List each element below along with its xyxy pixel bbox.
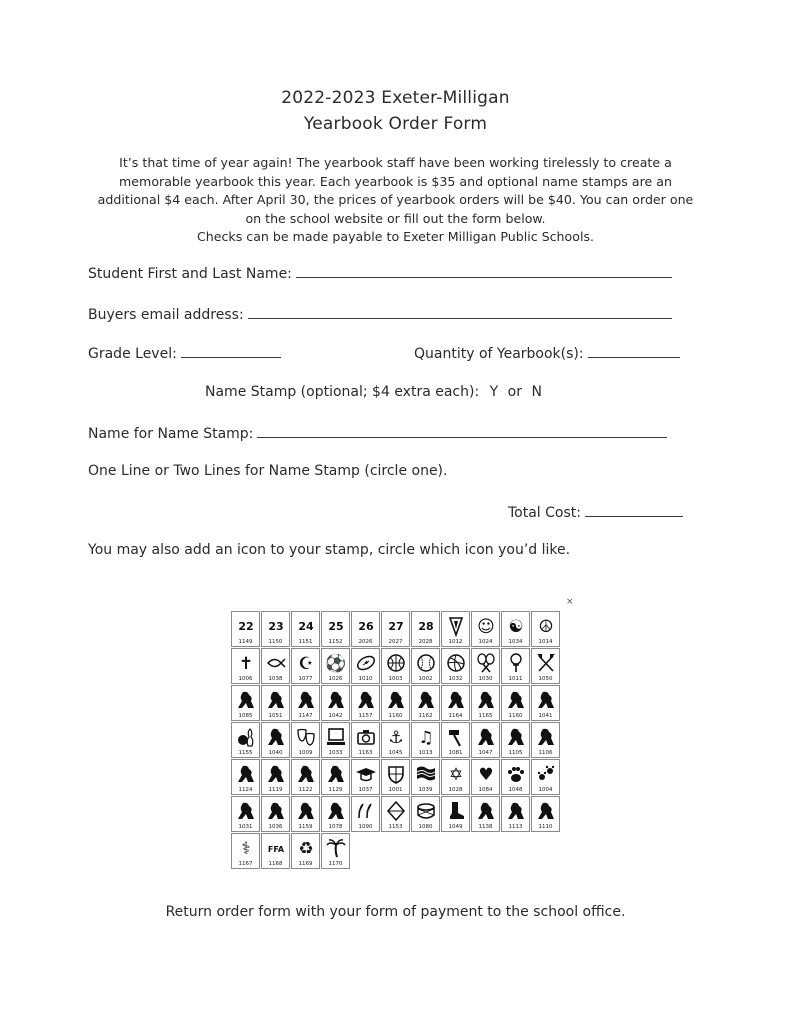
- icon-code: 1110: [538, 824, 553, 830]
- eagle-head-icon: [325, 763, 347, 785]
- icon-code: 1105: [508, 750, 523, 756]
- icon-cell-1138[interactable]: [471, 796, 500, 832]
- icon-cell-1028[interactable]: [441, 759, 470, 795]
- crest-shield-icon: [385, 763, 407, 785]
- icon-cell-1030[interactable]: [471, 648, 500, 684]
- icon-cell-1049[interactable]: [441, 796, 470, 832]
- bulldog-icon: [235, 763, 257, 785]
- icon-code: 1039: [418, 787, 433, 793]
- icon-cell-1038[interactable]: [261, 648, 290, 684]
- camera-icon: [355, 726, 377, 748]
- year-25-icon: [325, 615, 347, 637]
- icon-code: 1050: [538, 676, 553, 682]
- svg-text:☪: ☪: [298, 654, 314, 674]
- icon-code: 1032: [448, 676, 463, 682]
- icon-cell-1047[interactable]: [471, 722, 500, 758]
- email-field[interactable]: [248, 305, 672, 319]
- icon-cell-1164[interactable]: [441, 685, 470, 721]
- icon-code: 1164: [448, 713, 463, 719]
- pitcher-icon: [415, 689, 437, 711]
- heart-icon: [475, 763, 497, 785]
- icon-cell-1003[interactable]: [381, 648, 410, 684]
- pennant-shield-icon: [445, 615, 467, 637]
- student-name-field[interactable]: [296, 264, 672, 278]
- svg-text:26: 26: [358, 620, 374, 633]
- icon-cell-1031[interactable]: [231, 796, 260, 832]
- icon-code: 1160: [508, 713, 523, 719]
- icon-code: 1048: [508, 787, 523, 793]
- grade-row: [88, 344, 281, 362]
- svg-text:☺: ☺: [477, 617, 495, 637]
- icon-code: 1013: [418, 750, 433, 756]
- icon-grid: [231, 611, 560, 867]
- smiley-icon: [475, 615, 497, 637]
- icon-code: 1080: [418, 824, 433, 830]
- icon-cell-1119[interactable]: [261, 759, 290, 795]
- icon-code: 1040: [268, 750, 283, 756]
- gymnast-icon: [505, 689, 527, 711]
- grade-field[interactable]: [181, 344, 281, 358]
- icon-cell-1113[interactable]: [501, 796, 530, 832]
- skate-icon: [535, 689, 557, 711]
- icon-instruction: You may also add an icon to your stamp, circle which icon you’d like.: [88, 542, 571, 558]
- quantity-row: [414, 344, 680, 362]
- recycle-icon: [295, 837, 317, 859]
- svg-text:☮: ☮: [538, 617, 554, 637]
- icon-code: 1045: [388, 750, 403, 756]
- icon-code: 1163: [358, 750, 373, 756]
- student-name-row: [88, 264, 672, 282]
- intro-line: memorable yearbook this year. Each yearbook is $35 and optional name stamps are an: [119, 173, 672, 189]
- icon-code: 1150: [268, 639, 283, 645]
- svg-text:♫: ♫: [418, 728, 434, 748]
- icon-code: 1042: [328, 713, 343, 719]
- stamp-name-label: Name for Name Stamp:: [88, 426, 254, 442]
- icon-code: 1038: [268, 676, 283, 682]
- icon-cell-2027[interactable]: [381, 611, 410, 647]
- icon-cell-1153[interactable]: [381, 796, 410, 832]
- icon-code: 1049: [448, 824, 463, 830]
- dragon-icon: [475, 800, 497, 822]
- icon-cell-1152[interactable]: [321, 611, 350, 647]
- icon-cell-1041[interactable]: [531, 685, 560, 721]
- icon-code: 1090: [358, 824, 373, 830]
- icon-cell-2028[interactable]: [411, 611, 440, 647]
- icon-code: 1036: [268, 824, 283, 830]
- icon-cell-1048[interactable]: [501, 759, 530, 795]
- icon-code: 1011: [508, 676, 523, 682]
- skier-icon: [445, 689, 467, 711]
- icon-cell-1151[interactable]: [291, 611, 320, 647]
- ballet-shoes-icon: [355, 800, 377, 822]
- star-of-david-icon: [445, 763, 467, 785]
- icon-cell-1014[interactable]: [531, 611, 560, 647]
- icon-code: 1024: [478, 639, 493, 645]
- peace-icon: [535, 615, 557, 637]
- icon-cell-1026[interactable]: [321, 648, 350, 684]
- golf-ball-tee-icon: [505, 652, 527, 674]
- grade-label: Grade Level:: [88, 346, 177, 362]
- icon-code: 1003: [388, 676, 403, 682]
- icon-code: 1170: [328, 861, 343, 867]
- icon-cell-1011[interactable]: [501, 648, 530, 684]
- icon-code: 1009: [298, 750, 313, 756]
- svg-text:♥: ♥: [478, 765, 494, 785]
- icon-code: 1151: [298, 639, 313, 645]
- year-22-icon: [235, 615, 257, 637]
- intro-paragraph: [80, 154, 711, 247]
- icon-cell-1170[interactable]: [321, 833, 350, 869]
- lacrosse-sticks-icon: [535, 652, 557, 674]
- icon-cell-1160[interactable]: [381, 685, 410, 721]
- icon-cell-1034[interactable]: [501, 611, 530, 647]
- icon-cell-1042[interactable]: [321, 685, 350, 721]
- yes-option[interactable]: Y: [489, 384, 499, 400]
- total-label: Total Cost:: [508, 505, 581, 521]
- svg-text:☯: ☯: [508, 617, 524, 637]
- icon-cell-1090[interactable]: [351, 796, 380, 832]
- icon-cell-1033[interactable]: [321, 722, 350, 758]
- icon-code: 1001: [388, 787, 403, 793]
- soccer-ball-icon: [325, 652, 347, 674]
- quantity-label: Quantity of Yearbook(s):: [414, 346, 584, 362]
- icon-code: 1033: [328, 750, 343, 756]
- icon-cell-1009[interactable]: [291, 722, 320, 758]
- icon-code: 1106: [538, 750, 553, 756]
- icon-code: 1028: [448, 787, 463, 793]
- icon-cell-1159[interactable]: [291, 796, 320, 832]
- cowboy-bronc-icon: [325, 800, 347, 822]
- ffa-emblem-icon: [265, 837, 287, 859]
- icon-cell-1078[interactable]: [321, 796, 350, 832]
- stamp-name-row: [88, 424, 667, 442]
- quantity-field[interactable]: [588, 344, 680, 358]
- icon-code: 1113: [508, 824, 523, 830]
- svg-text:25: 25: [328, 620, 344, 633]
- icon-code: 1047: [478, 750, 493, 756]
- icon-cell-1001[interactable]: [381, 759, 410, 795]
- icon-cell-1124[interactable]: [231, 759, 260, 795]
- icon-cell-1157[interactable]: [351, 685, 380, 721]
- icon-code: 1026: [328, 676, 343, 682]
- email-label: Buyers email address:: [88, 307, 244, 323]
- icon-cell-1129[interactable]: [321, 759, 350, 795]
- icon-code: 1162: [418, 713, 433, 719]
- svg-text:✡: ✡: [448, 765, 464, 785]
- icon-code: 2027: [388, 639, 403, 645]
- icon-cell-1045[interactable]: [381, 722, 410, 758]
- winged-foot-icon: [235, 800, 257, 822]
- icon-code: 1051: [268, 713, 283, 719]
- svg-text:FFA: FFA: [267, 845, 285, 854]
- icon-cell-1004[interactable]: [531, 759, 560, 795]
- icon-cell-1039[interactable]: [411, 759, 440, 795]
- icon-cell-1122[interactable]: [291, 759, 320, 795]
- wolf-face-icon: [265, 763, 287, 785]
- icon-code: 1129: [328, 787, 343, 793]
- name-stamp-row: [205, 384, 542, 400]
- paw-print-icon: [505, 763, 527, 785]
- icon-code: 1037: [358, 787, 373, 793]
- icon-code: 1160: [388, 713, 403, 719]
- intro-line: additional $4 each. After April 30, the prices of yearbook orders will be $40. You can order one: [97, 192, 694, 208]
- svg-text:23: 23: [268, 620, 284, 633]
- flag-icon: [415, 763, 437, 785]
- icon-code: 1155: [238, 750, 253, 756]
- icon-cell-1169[interactable]: [291, 833, 320, 869]
- icon-cell-1163[interactable]: [351, 722, 380, 758]
- icon-code: 1124: [238, 787, 253, 793]
- icon-code: 1006: [238, 676, 253, 682]
- computer-icon: [325, 726, 347, 748]
- page-title-line-2: Yearbook Order Form: [303, 114, 488, 134]
- icon-cell-1012[interactable]: [441, 611, 470, 647]
- icon-cell-1162[interactable]: [411, 685, 440, 721]
- icon-cell-1085[interactable]: [231, 685, 260, 721]
- icon-code: 1014: [538, 639, 553, 645]
- icon-cell-1051[interactable]: [261, 685, 290, 721]
- no-option[interactable]: N: [531, 384, 542, 400]
- equestrian-jumper-icon: [295, 800, 317, 822]
- icon-code: 1084: [478, 787, 493, 793]
- crescent-star-icon: [295, 652, 317, 674]
- wrestlers-icon: [265, 689, 287, 711]
- drama-masks-icon: [295, 726, 317, 748]
- icon-code: 1077: [298, 676, 313, 682]
- svg-text:⚓: ⚓: [388, 728, 404, 748]
- tennis-rackets-icon: [475, 652, 497, 674]
- fish-bones-icon: [265, 800, 287, 822]
- total-row: [508, 503, 683, 521]
- intro-line: Checks can be made payable to Exeter Milligan Public Schools.: [196, 229, 595, 245]
- svg-text:22: 22: [238, 620, 254, 633]
- icon-code: 1034: [508, 639, 523, 645]
- icon-code: 1168: [268, 861, 283, 867]
- hockey-skater-icon: [295, 689, 317, 711]
- horse-rearing-icon: [505, 726, 527, 748]
- diamond-compass-icon: [385, 800, 407, 822]
- icon-code: 1122: [298, 787, 313, 793]
- icon-cell-2026[interactable]: [351, 611, 380, 647]
- icon-code: 2026: [358, 639, 373, 645]
- icon-cell-1110[interactable]: [531, 796, 560, 832]
- icon-code: 1002: [418, 676, 433, 682]
- icon-cell-1160[interactable]: [501, 685, 530, 721]
- icon-code: 1030: [478, 676, 493, 682]
- svg-text:27: 27: [388, 620, 404, 633]
- icon-cell-1165[interactable]: [471, 685, 500, 721]
- icon-code: 1167: [238, 861, 253, 867]
- hockey-player-icon: [235, 689, 257, 711]
- icon-code: 1119: [268, 787, 283, 793]
- swimmer-icon: [325, 689, 347, 711]
- icon-cell-1168[interactable]: [261, 833, 290, 869]
- tiger-face-icon: [535, 726, 557, 748]
- page-title-line-1: 2022-2023 Exeter-Milligan: [281, 88, 510, 108]
- year-28-icon: [415, 615, 437, 637]
- icon-cell-1050[interactable]: [531, 648, 560, 684]
- svg-text:28: 28: [418, 620, 434, 633]
- icon-cell-1106[interactable]: [531, 722, 560, 758]
- icon-code: 1012: [448, 639, 463, 645]
- icon-cell-1084[interactable]: [471, 759, 500, 795]
- icon-code: 1153: [388, 824, 403, 830]
- icon-code: 1138: [478, 824, 493, 830]
- baseball-icon: [415, 652, 437, 674]
- icon-cell-1006[interactable]: [231, 648, 260, 684]
- caduceus-icon: [235, 837, 257, 859]
- svg-text:✝: ✝: [238, 654, 254, 674]
- icon-code: 1169: [298, 861, 313, 867]
- icon-code: 1031: [238, 824, 253, 830]
- lion-head-icon: [295, 763, 317, 785]
- icon-code: 1004: [538, 787, 553, 793]
- name-stamp-label: Name Stamp (optional; $4 extra each):: [205, 384, 480, 400]
- volleyball-icon: [445, 652, 467, 674]
- hawk-icon: [505, 800, 527, 822]
- yin-yang-icon: [505, 615, 527, 637]
- icon-code: 1078: [328, 824, 343, 830]
- music-note-icon: [415, 726, 437, 748]
- bowling-icon: [235, 726, 257, 748]
- drum-icon: [415, 800, 437, 822]
- football-icon: [355, 652, 377, 674]
- icon-cell-1147[interactable]: [291, 685, 320, 721]
- icon-code: 1149: [238, 639, 253, 645]
- icon-cell-1155[interactable]: [231, 722, 260, 758]
- icon-cell-1024[interactable]: [471, 611, 500, 647]
- cross-icon: [235, 652, 257, 674]
- icon-cell-1167[interactable]: [231, 833, 260, 869]
- stamp-name-field[interactable]: [257, 424, 667, 438]
- icon-code: 1159: [298, 824, 313, 830]
- icon-cell-1036[interactable]: [261, 796, 290, 832]
- or-text: or: [507, 384, 522, 400]
- total-field[interactable]: [585, 503, 683, 517]
- dolphin-icon: [475, 726, 497, 748]
- icon-cell-1080[interactable]: [411, 796, 440, 832]
- icon-cell-1037[interactable]: [351, 759, 380, 795]
- icon-code: 1147: [298, 713, 313, 719]
- year-24-icon: [295, 615, 317, 637]
- icon-cell-1013[interactable]: [411, 722, 440, 758]
- pawprints-icon: [535, 763, 557, 785]
- icon-cell-1105[interactable]: [501, 722, 530, 758]
- lines-instruction: One Line or Two Lines for Name Stamp (circle one).: [88, 463, 448, 479]
- icon-code: 1085: [238, 713, 253, 719]
- footer-instruction: Return order form with your form of payment to the school office.: [165, 904, 626, 920]
- icon-code: 1041: [538, 713, 553, 719]
- snowboarder-icon: [475, 689, 497, 711]
- icon-cell-1149[interactable]: [231, 611, 260, 647]
- icon-cell-1081[interactable]: [441, 722, 470, 758]
- year-26-icon: [355, 615, 377, 637]
- hammer-icon: [445, 726, 467, 748]
- icon-cell-1077[interactable]: [291, 648, 320, 684]
- runner-icon: [355, 689, 377, 711]
- icon-code: 1165: [478, 713, 493, 719]
- fish-icon: [265, 652, 287, 674]
- icon-code: 1010: [358, 676, 373, 682]
- year-27-icon: [385, 615, 407, 637]
- graduation-cap-icon: [355, 763, 377, 785]
- icon-cell-1040[interactable]: [261, 722, 290, 758]
- svg-text:⚕: ⚕: [241, 839, 251, 859]
- close-icon: ×: [566, 597, 574, 607]
- palm-tree-icon: [325, 837, 347, 859]
- icon-cell-1010[interactable]: [351, 648, 380, 684]
- svg-text:24: 24: [298, 620, 314, 633]
- paw-game-icon: [265, 726, 287, 748]
- basketball-icon: [385, 652, 407, 674]
- icon-code: 1157: [358, 713, 373, 719]
- svg-text:⚽: ⚽: [325, 654, 347, 674]
- anchor-icon: [385, 726, 407, 748]
- email-row: [88, 305, 672, 323]
- cowboy-boot-icon: [445, 800, 467, 822]
- buffalo-icon: [535, 800, 557, 822]
- year-23-icon: [265, 615, 287, 637]
- icon-cell-1150[interactable]: [261, 611, 290, 647]
- intro-line: It’s that time of year again! The yearbook staff have been working tirelessly to create a: [119, 155, 672, 170]
- weightlifter-icon: [385, 689, 407, 711]
- icon-code: 1152: [328, 639, 343, 645]
- icon-code: 1081: [448, 750, 463, 756]
- icon-cell-1032[interactable]: [441, 648, 470, 684]
- student-name-label: Student First and Last Name:: [88, 266, 292, 282]
- intro-line: on the school website or fill out the form below.: [245, 210, 546, 226]
- svg-text:♻: ♻: [298, 839, 314, 859]
- icon-cell-1002[interactable]: [411, 648, 440, 684]
- icon-code: 2028: [418, 639, 433, 645]
